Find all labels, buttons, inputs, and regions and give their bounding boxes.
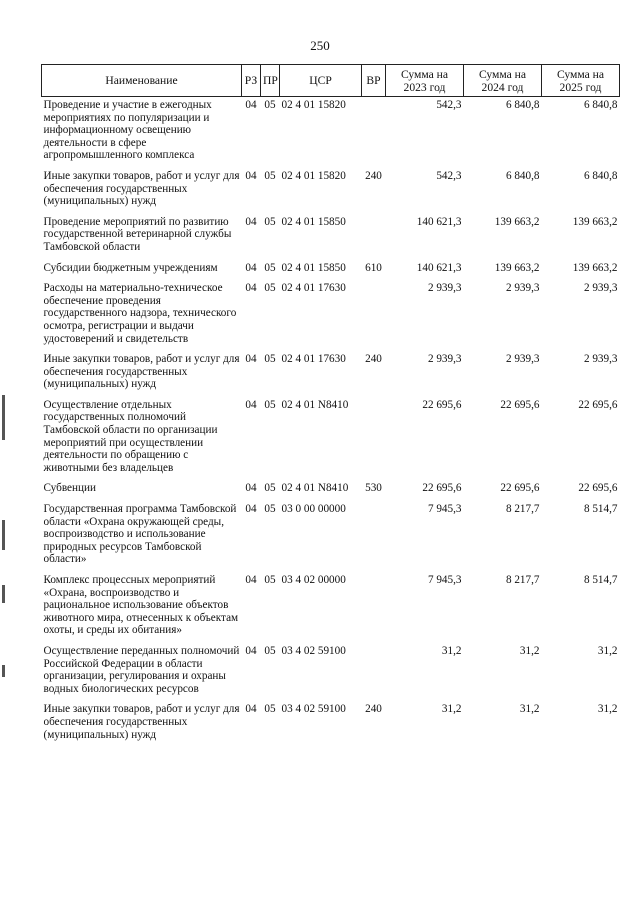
row-csr: 02 4 01 15820 [281,169,346,182]
row-sum-2024: 8 217,7 [505,503,540,516]
row-csr: 02 4 01 17630 [281,282,346,295]
scan-edge-mark [2,585,5,603]
row-sum-2023: 140 621,3 [416,261,462,274]
row-name: Субсидии бюджетным учреждениям [43,261,218,274]
row-rz: 04 [245,482,257,495]
row-sum-2023: 22 695,6 [422,398,462,411]
row-sum-2023: 2 939,3 [427,282,462,295]
row-csr: 03 4 02 59100 [281,703,346,716]
row-sum-2024: 8 217,7 [505,574,540,586]
header-csr: ЦСР [280,65,362,97]
row-vr [362,280,386,351]
row-sum-2025: 139 663,2 [572,261,618,274]
row-sum-2023: 542,3 [436,99,462,111]
row-rz: 04 [245,282,257,295]
row-sum-2024: 31,2 [519,703,540,716]
row-sum-2024: 6 840,8 [505,99,540,111]
header-sum-2023: Сумма на 2023 год [386,65,464,97]
row-sum-2025: 8 514,7 [583,503,618,516]
row-sum-2024: 6 840,8 [505,169,540,182]
row-sum-2023: 22 695,6 [422,482,462,495]
row-rz: 04 [245,215,257,228]
row-vr: 610 [365,261,382,274]
row-name: Иные закупки товаров, работ и услуг для обеспечения государственных (муниципальных) нужд [43,703,240,741]
row-vr [362,572,386,643]
header-vr: ВР [362,65,386,97]
scan-edge-mark [2,395,5,440]
row-name: Проведение мероприятий по развитию государственной ветеринарной службы Тамбовской области [43,215,232,253]
table-row [42,260,620,281]
row-sum-2023: 140 621,3 [416,215,462,228]
table-row [42,280,620,351]
table-row [42,214,620,260]
table-row [42,701,620,747]
row-sum-2025: 2 939,3 [583,353,618,366]
header-name: Наименование [42,65,242,97]
row-csr: 02 4 01 N8410 [281,482,349,495]
row-vr: 240 [365,703,382,716]
row-vr [362,214,386,260]
header-sum-2025: Сумма на 2025 год [542,65,620,97]
budget-table [41,64,620,747]
row-name: Осуществление переданных полномочий Российской Федерации в области организации, регулирования и охраны водных биологических ресурсов [43,644,240,695]
row-sum-2025: 22 695,6 [578,482,618,495]
row-sum-2025: 6 840,8 [583,99,618,111]
header-rz: РЗ [242,65,261,97]
row-sum-2023: 7 945,3 [427,503,462,516]
row-rz: 04 [245,574,257,586]
row-pr: 05 [264,398,276,411]
row-pr: 05 [264,169,276,182]
row-pr: 05 [264,703,276,716]
row-csr: 02 4 01 15850 [281,215,346,228]
row-vr: 530 [365,482,382,495]
table-row [42,572,620,643]
row-sum-2025: 31,2 [597,644,618,657]
row-sum-2023: 542,3 [436,169,462,182]
scan-edge-mark [2,665,5,677]
row-sum-2024: 22 695,6 [500,482,540,495]
table-row [42,351,620,397]
table-row [42,397,620,481]
row-rz: 04 [245,703,257,716]
row-sum-2025: 6 840,8 [583,169,618,182]
row-pr: 05 [264,99,276,111]
row-rz: 04 [245,644,257,657]
table-row [42,501,620,572]
row-sum-2025: 22 695,6 [578,398,618,411]
row-pr: 05 [264,644,276,657]
table-row [42,97,620,168]
row-rz: 04 [245,503,257,516]
row-name: Комплекс процессных мероприятий «Охрана, воспроизводство и рациональное использование объектов животного мира, отнесенных к объектам охоты, и среды их обитания» [43,574,239,637]
row-csr: 02 4 01 N8410 [281,398,349,411]
row-rz: 04 [245,99,257,111]
row-sum-2023: 7 945,3 [427,574,462,586]
row-vr: 240 [365,169,382,182]
row-sum-2024: 139 663,2 [494,215,540,228]
row-name: Субвенции [43,482,96,495]
row-vr [362,397,386,481]
row-rz: 04 [245,169,257,182]
row-sum-2024: 2 939,3 [505,282,540,295]
row-name: Расходы на материально-техническое обеспечение проведения государственного надзора, технического осмотра, регистрации и выдачи удостоверений и свидетельств [43,282,237,345]
row-rz: 04 [245,398,257,411]
row-pr: 05 [264,215,276,228]
row-sum-2025: 2 939,3 [583,282,618,295]
row-csr: 03 4 02 59100 [281,644,346,657]
table-row [42,643,620,701]
row-pr: 05 [264,261,276,274]
row-name: Иные закупки товаров, работ и услуг для обеспечения государственных (муниципальных) нужд [43,169,240,208]
row-csr: 03 0 00 00000 [281,503,346,516]
row-rz: 04 [245,261,257,274]
row-csr: 02 4 01 15850 [281,261,346,274]
row-rz: 04 [245,353,257,366]
row-sum-2025: 139 663,2 [572,215,618,228]
row-sum-2025: 8 514,7 [583,574,618,586]
row-vr [362,97,386,168]
row-sum-2024: 139 663,2 [494,261,540,274]
row-sum-2023: 31,2 [441,703,462,716]
row-sum-2024: 22 695,6 [500,398,540,411]
row-csr: 02 4 01 17630 [281,353,346,366]
row-pr: 05 [264,503,276,516]
row-sum-2023: 2 939,3 [427,353,462,366]
row-sum-2023: 31,2 [441,644,462,657]
row-name: Проведение и участие в ежегодных мероприятиях по популяризации и информационному освещению деятельности в сфере агропромышленного комплекса [43,99,212,162]
page-number: 250 [310,38,330,53]
row-csr: 02 4 01 15820 [281,99,346,111]
row-pr: 05 [264,282,276,295]
row-name: Иные закупки товаров, работ и услуг для обеспечения государственных (муниципальных) нужд [43,353,240,391]
row-sum-2025: 31,2 [597,703,618,716]
row-pr: 05 [264,353,276,366]
row-sum-2024: 2 939,3 [505,353,540,366]
header-pr: ПР [261,65,280,97]
row-pr: 05 [264,482,276,495]
table-header-row [42,65,620,97]
row-vr [362,643,386,701]
row-name: Государственная программа Тамбовской области «Охрана окружающей среды, воспроизводство и использование природных ресурсов Тамбовской области» [43,503,237,566]
row-sum-2024: 31,2 [519,644,540,657]
row-name: Осуществление отдельных государственных полномочий Тамбовской области по организации мероприятий при осуществлении деятельности по обращению с животными без владельцев [43,398,218,474]
row-csr: 03 4 02 00000 [281,574,346,586]
table-row [42,168,620,214]
row-pr: 05 [264,574,276,586]
header-sum-2024: Сумма на 2024 год [464,65,542,97]
table-row [42,480,620,501]
row-vr: 240 [365,353,382,366]
row-vr [362,501,386,572]
scan-edge-mark [2,520,5,550]
